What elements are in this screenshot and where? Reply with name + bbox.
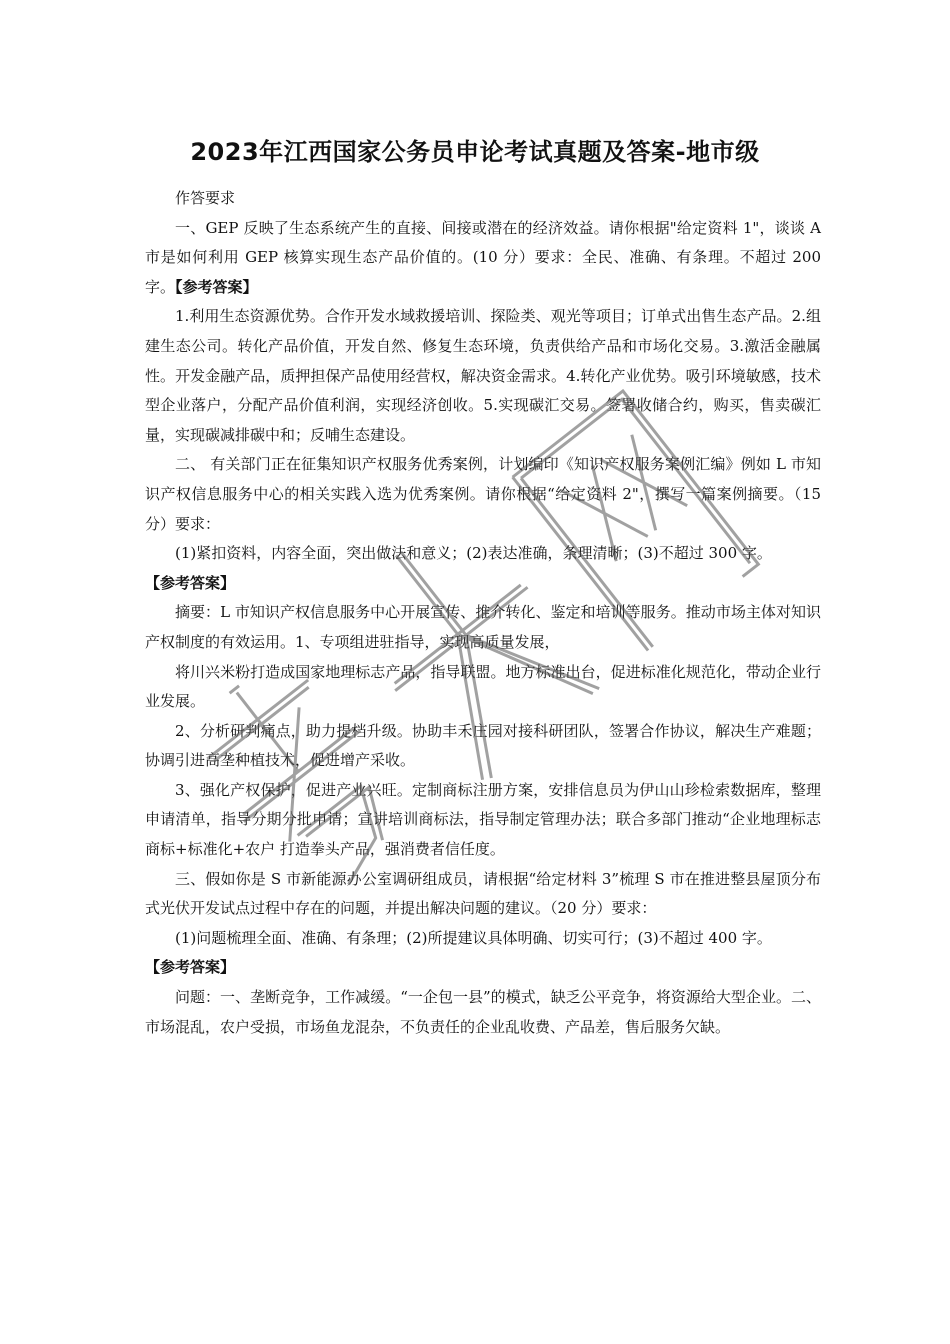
paragraph-question-2-requirements: (1)紧扣资料，内容全面，突出做法和意义；(2)表达准确，条理清晰；(3)不超过 300 字。 [175, 544, 772, 563]
paragraph-answer-3: 问题：一、垄断竞争，工作减缓。“一企包一县”的模式，缺乏公平竞争，将资源给大型企业。二、市场混乱，农户受损，市场鱼龙混杂，不负责任的企业乱收费、产品差，售后服务欠缺。 [145, 988, 821, 1036]
answer-tag: 【参考答案】 [175, 277, 258, 296]
paragraph-answer-2-point-3: 3、强化产权保护，促进产业兴旺。定制商标注册方案，安排信息员为伊山山珍检索数据库，整理申请清单，指导分期分批申请；宣讲培训商标法，指导制定管理办法；联合多部门推动“企业地理标志商标+标准化+农户 打造拳头产品，强消费者信任度。 [145, 780, 821, 859]
document-title: 2023年江西国家公务员申论考试真题及答案-地市级 [190, 138, 760, 166]
paragraph-answer-2-point-2: 2、分析研判痛点，助力提档升级。协助丰禾庄园对接科研团队，签署合作协议，解决生产难题；协调引进高垄种植技术，促进增产采收。 [145, 721, 821, 770]
paragraph-answer-2-summary: 摘要：L 市知识产权信息服务中心开展宣传、推介转化、鉴定和培训等服务。推动市场主体对知识产权制度的有效运用。1、专项组进驻指导，实现高质量发展， [145, 603, 821, 651]
paragraph-answer-2-point-1: 将川兴米粉打造成国家地理标志产品，指导联盟。地方标准出台，促进标准化规范化，带动企业行业发展。 [145, 662, 821, 711]
document-body [145, 184, 821, 1042]
paragraph-requirements-heading: 作答要求 [175, 189, 236, 207]
paragraph-answer-1: 1.利用生态资源优势。合作开发水域救援培训、探险类、观光等项目；订单式出售生态产品。2.组建生态公司。转化产品价值，开发自然、修复生态环境，负责供给产品和市场化交易。3.激活金融属性。开发金融产品，质押担保产品使用经营权，解决资金需求。4.转化产业优势。吸引环境敏感，技术型企业落户，分配产品价值利润，实现经济创收。5.实现碳汇交易。签署收储合约，购买，售卖碳汇量，实现碳减排碳中和；反哺生态建设。 [145, 307, 821, 444]
paragraph-answer-tag-2: 【参考答案】 [145, 573, 236, 592]
paragraph-question-2: 二、 有关部门正在征集知识产权服务优秀案例，计划编印《知识产权服务案例汇编》例如 L 市知识产权信息服务中心的相关实践入选为优秀案例。请你根据“给定资料 2"，撰写一篇案例摘要。（15 分）要求： [145, 455, 821, 533]
paragraph-answer-tag-3: 【参考答案】 [145, 958, 236, 977]
paragraph-question-1: 一、GEP 反映了生态系统产生的直接、间接或潜在的经济效益。请你根据"给定资料 1"，谈谈 A 市是如何利用 GEP 核算实现生态产品价值的。(10 分）要求：全民、准确、有条理。不超过 200 字。【参考答案】 [145, 218, 821, 296]
paragraph-question-3: 三、假如你是 S 市新能源办公室调研组成员，请根据“给定材料 3”梳理 S 市在推进整县屋顶分布式光伏开发试点过程中存在的问题，并提出解决问题的建议。（20 分）要求： [145, 869, 821, 918]
paragraph-question-3-requirements: (1)问题梳理全面、准确、有条理；(2)所提建议具体明确、切实可行；(3)不超过 400 字。 [175, 928, 772, 947]
